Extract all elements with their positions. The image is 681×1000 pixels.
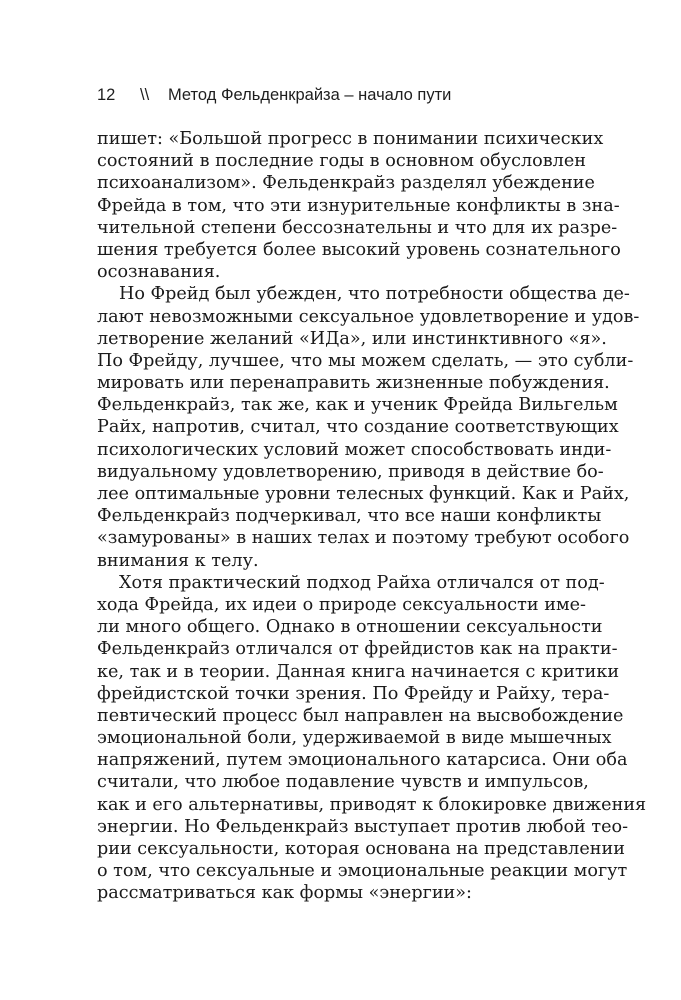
text-line: осознавания. [97,262,221,283]
text-line: певтический процесс был направлен на высвобождение [97,705,624,726]
text-line: Фельденкрайз отличался от фрейдистов как на практи- [97,639,618,660]
header-separator: \\ [140,86,150,104]
text-line: напряжений, путем эмоционального катарсиса. Они оба [97,750,628,771]
text-line: психологических условий может способствовать инди- [97,439,612,460]
text-line: Хотя практический подход Райха отличался от под- [119,572,605,593]
text-line: психоанализом». Фельденкрайз разделял убеждение [97,173,595,194]
paragraph [97,128,621,283]
text-line: ли много общего. Однако в отношении сексуальности [97,617,603,638]
book-page [97,84,647,905]
text-line: состояний в последние годы в основном обусловлен [97,151,586,172]
text-line: рассматриваться как формы «энергии»: [97,883,472,904]
text-line: летворение желаний «ИДа», или инстинктивного «я». [97,328,607,349]
text-line: Фельденкрайз, так же, как и ученик Фрейда Вильгельм [97,395,618,416]
paragraph [97,572,647,905]
paragraph [97,283,640,571]
text-line: энергии. Но Фельденкрайз выступает против любой тео- [97,816,629,837]
running-header [97,84,586,106]
text-line: видуальному удовлетворению, приводя в действие бо- [97,461,604,482]
text-line: По Фрейду, лучшее, что мы можем сделать, — это субли- [97,350,634,371]
text-line: пишет: «Большой прогресс в понимании психических [97,129,604,149]
text-line: ке, так и в теории. Данная книга начинается с критики [97,661,620,682]
text-line: внимания к телу. [97,550,259,571]
text-line: «замурованы» в наших телах и поэтому требуют особого [97,528,630,549]
text-line: хода Фрейда, их идеи о природе сексуальности име- [97,594,586,615]
text-line: Но Фрейд был убежден, что потребности общества де- [119,284,630,305]
text-line: Фрейда в том, что эти изнурительные конфликты в зна- [97,195,620,216]
text-line: считали, что любое подавление чувств и импульсов, [97,772,589,793]
text-line: Райх, напротив, считал, что создание соответствующих [97,417,619,438]
text-line: Фельденкрайз подчеркивал, что все наши конфликты [97,506,602,527]
text-line: лают невозможными сексуальное удовлетворение и удов- [97,306,640,327]
text-line: как и его альтернативы, приводят к блокировке движения [97,794,647,815]
text-line: мировать или перенаправить жизненные побуждения. [97,373,610,394]
text-line: рии сексуальности, которая основана на представлении [97,839,625,859]
text-line: эмоциональной боли, удерживаемой в виде мышечных [97,728,612,749]
text-line: чительной степени бессознательны и что для их разре- [97,217,618,238]
text-line: шения требуется более высокий уровень сознательного [97,239,621,260]
text-line: фрейдистской точки зрения. По Фрейду и Райху, тера- [97,683,610,704]
text-line: лее оптимальные уровни телесных функций. Как и Райх, [97,484,630,504]
text-line: о том, что сексуальные и эмоциональные реакции могут [97,861,628,882]
page-number: 12 [97,86,116,104]
running-title: Метод Фельденкрайза – начало пути [168,86,452,104]
